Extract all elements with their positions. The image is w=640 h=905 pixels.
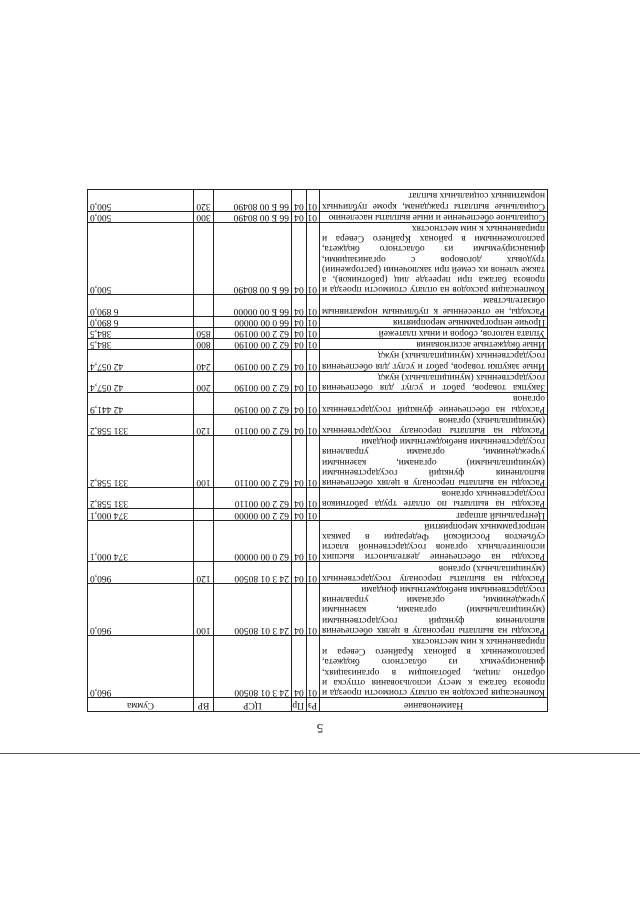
cell-rz: 01	[307, 562, 320, 583]
cell-vr: 300	[194, 211, 214, 222]
cell-sum: 960,0	[88, 562, 194, 583]
cell-rz: 01	[307, 414, 320, 435]
table-row	[88, 583, 548, 635]
table-row	[88, 509, 548, 520]
cell-sum: 374 000,1	[88, 520, 194, 562]
cell-rz: 01	[307, 211, 320, 222]
table-row	[88, 190, 548, 211]
cell-vr	[194, 487, 214, 508]
cell-sum: 42 441,9	[88, 393, 194, 414]
cell-pr: 04	[292, 222, 307, 294]
cell-sum: 384,5	[88, 339, 194, 350]
cell-vr: 120	[194, 562, 214, 583]
cell-name: Расходы на выплаты по оплате труда работников государственных органов	[320, 487, 548, 508]
table-row	[88, 520, 548, 562]
cell-rz: 01	[307, 393, 320, 414]
cell-name: Прочие непрограммные мероприятия	[320, 316, 548, 327]
cell-sum: 331 558,2	[88, 435, 194, 487]
cell-pr: 04	[292, 635, 307, 697]
cell-vr: 120	[194, 414, 214, 435]
cell-csr: 62 2 00 00000	[214, 509, 292, 520]
cell-pr: 04	[292, 520, 307, 562]
budget-table	[87, 189, 548, 712]
header-csr: ЦСР	[214, 698, 292, 712]
cell-pr: 04	[292, 211, 307, 222]
cell-pr: 04	[292, 562, 307, 583]
cell-vr	[194, 222, 214, 294]
cell-name: Расходы на обеспечение функций государственных органов	[320, 393, 548, 414]
cell-vr: 320	[194, 190, 214, 211]
table-row	[88, 635, 548, 697]
cell-sum: 960,0	[88, 583, 194, 635]
cell-vr	[194, 509, 214, 520]
cell-pr: 04	[292, 190, 307, 211]
header-pr: Пр	[292, 698, 307, 712]
cell-rz: 01	[307, 435, 320, 487]
table-row	[88, 562, 548, 583]
cell-rz: 01	[307, 339, 320, 350]
cell-sum: 42 057,4	[88, 350, 194, 371]
cell-csr: 62 2 00 00190	[214, 393, 292, 414]
cell-csr: 62 2 00 00190	[214, 327, 292, 338]
cell-vr: 100	[194, 435, 214, 487]
cell-name: Расходы на обеспечение деятельности высших исполнительных органов государственной власти субъектов Российской Федерации в рамках непрограммных мероприятий	[320, 520, 548, 562]
cell-vr	[194, 316, 214, 327]
cell-vr: 240	[194, 350, 214, 371]
cell-csr: 66 Б 00 80490	[214, 190, 292, 211]
cell-sum: 374 000,1	[88, 509, 194, 520]
cell-sum: 500,0	[88, 222, 194, 294]
cell-rz: 01	[307, 190, 320, 211]
cell-vr: 850	[194, 327, 214, 338]
cell-name: Социальные выплаты гражданам, кроме публичных нормативных социальных выплат	[320, 190, 548, 211]
header-rz: Рз	[307, 698, 320, 712]
page-number: 5	[316, 721, 324, 736]
cell-pr: 04	[292, 371, 307, 392]
cell-rz: 01	[307, 583, 320, 635]
table-row	[88, 339, 548, 350]
cell-rz: 01	[307, 350, 320, 371]
cell-name: Центральный аппарат	[320, 509, 548, 520]
table-row	[88, 316, 548, 327]
cell-sum: 331 558,2	[88, 487, 194, 508]
cell-sum: 331 558,2	[88, 414, 194, 435]
table-row	[88, 350, 548, 371]
cell-rz: 01	[307, 487, 320, 508]
cell-rz: 01	[307, 316, 320, 327]
cell-csr: 24 3 01 80500	[214, 562, 292, 583]
header-name: Наименование	[320, 698, 548, 712]
cell-rz: 01	[307, 371, 320, 392]
cell-name: Компенсация расходов на оплату стоимости проезда и провоза багажа при переезде лиц (работников), а также членов их семей при заключении (расторжении) трудовых договоров с организациями, финансируемыми из областного бюджета, расположенными в районах Крайнего Севера и приравненных к ним местностях	[320, 222, 548, 294]
cell-vr: 100	[194, 583, 214, 635]
cell-rz: 01	[307, 222, 320, 294]
cell-csr: 62 2 00 00110	[214, 414, 292, 435]
cell-csr: 62 2 00 00110	[214, 435, 292, 487]
cell-pr: 04	[292, 327, 307, 338]
cell-csr: 62 0 00 00000	[214, 520, 292, 562]
cell-csr: 66 Б 00 80490	[214, 211, 292, 222]
cell-sum: 42 057,4	[88, 371, 194, 392]
cell-name: Закупка товаров, работ и услуг для обеспечения государственных (муниципальных) нужд	[320, 371, 548, 392]
cell-name: Уплата налогов, сборов и иных платежей	[320, 327, 548, 338]
table-row	[88, 414, 548, 435]
table-header-row	[88, 698, 548, 712]
cell-rz: 01	[307, 635, 320, 697]
cell-csr: 24 3 01 80500	[214, 583, 292, 635]
cell-name: Иные бюджетные ассигнования	[320, 339, 548, 350]
table-row	[88, 327, 548, 338]
table-row	[88, 222, 548, 294]
cell-pr: 04	[292, 350, 307, 371]
cell-csr: 66 Б 00 00000	[214, 295, 292, 316]
cell-name: Иные закупки товаров, работ и услуг для обеспечения государственных (муниципальных) нужд	[320, 350, 548, 371]
table-row	[88, 393, 548, 414]
table-row	[88, 295, 548, 316]
cell-sum: 500,0	[88, 190, 194, 211]
cell-pr: 04	[292, 414, 307, 435]
cell-vr	[194, 295, 214, 316]
cell-csr: 62 2 00 00190	[214, 350, 292, 371]
cell-pr: 04	[292, 583, 307, 635]
cell-csr: 62 2 00 00190	[214, 339, 292, 350]
table-row	[88, 435, 548, 487]
cell-name: Расходы на выплаты персоналу в целях обеспечения выполнения функций государственными (муниципальными) органами, казенными учреждениями, органами управления государственными внебюджетными фондами	[320, 583, 548, 635]
cell-csr: 66 0 00 00000	[214, 316, 292, 327]
table-row	[88, 487, 548, 508]
cell-vr	[194, 393, 214, 414]
cell-vr: 800	[194, 339, 214, 350]
cell-pr: 04	[292, 435, 307, 487]
cell-csr: 24 3 01 80500	[214, 635, 292, 697]
table-body	[88, 190, 548, 698]
cell-sum: 384,5	[88, 327, 194, 338]
cell-name: Расходы на выплаты персоналу государственных (муниципальных) органов	[320, 562, 548, 583]
cell-vr	[194, 520, 214, 562]
cell-pr: 04	[292, 295, 307, 316]
cell-csr: 66 Б 00 80490	[214, 222, 292, 294]
cell-name: Расходы, не отнесенные к публичным нормативным обязательствам	[320, 295, 548, 316]
cell-sum: 500,0	[88, 211, 194, 222]
cell-name: Социальное обеспечение и иные выплаты населению	[320, 211, 548, 222]
cell-pr: 04	[292, 509, 307, 520]
table-row	[88, 211, 548, 222]
header-sum: Сумма	[88, 698, 194, 712]
cell-rz: 01	[307, 327, 320, 338]
cell-sum: 6 890,0	[88, 316, 194, 327]
header-rule	[0, 753, 640, 754]
cell-rz: 01	[307, 520, 320, 562]
cell-sum: 6 890,0	[88, 295, 194, 316]
cell-pr: 04	[292, 393, 307, 414]
cell-pr: 04	[292, 339, 307, 350]
table-row	[88, 371, 548, 392]
cell-pr: 04	[292, 487, 307, 508]
cell-vr	[194, 635, 214, 697]
cell-name: Расходы на выплаты персоналу в целях обеспечения выполнения функций государственными (муниципальными) органами, казенными учреждениями, органами управления государственными внебюджетными фондами	[320, 435, 548, 487]
cell-vr: 200	[194, 371, 214, 392]
cell-name: Расходы на выплаты персоналу государственных (муниципальных) органов	[320, 414, 548, 435]
cell-pr: 04	[292, 316, 307, 327]
cell-name: Компенсация расходов на оплату стоимости проезда и провоза багажа к месту использования отпуска и обратно лицам, работающим в организациях, финансируемых из областного бюджета, расположенных в районах Крайнего Севера и приравненных к ним местностях	[320, 635, 548, 697]
cell-csr: 62 2 00 00110	[214, 487, 292, 508]
cell-rz: 01	[307, 295, 320, 316]
cell-rz: 01	[307, 509, 320, 520]
cell-sum: 960,0	[88, 635, 194, 697]
cell-csr: 62 2 00 00190	[214, 371, 292, 392]
header-vr: ВР	[194, 698, 214, 712]
